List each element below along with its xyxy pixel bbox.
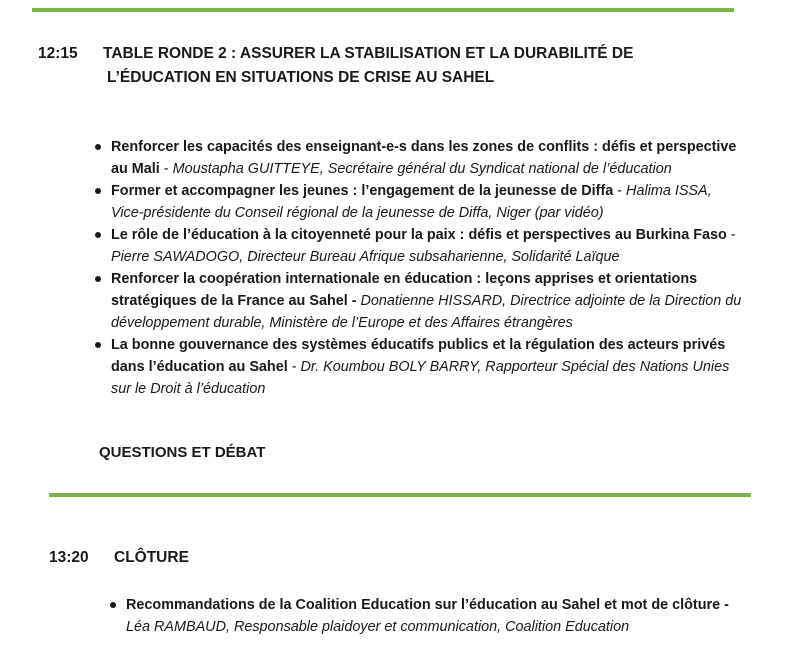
talk-speaker: Moustapha GUITTEYE, Secrétaire général du Syndicat national de l’éducation	[172, 161, 672, 177]
talk-speaker: Donatienne HISSARD, Directrice adjointe de la Direction du développement durable, Ministère de l’Europe et des Affaires étrangères	[111, 293, 742, 331]
talk-speaker: Halima ISSA, Vice-présidente du Conseil régional de la jeunesse de Diffa, Niger (par vidéo)	[111, 183, 712, 221]
talk-title: Le rôle de l’éducation à la citoyenneté pour la paix : défis et perspectives au Burkina Faso	[111, 227, 727, 243]
talk-list-closing	[126, 594, 750, 638]
session-time: 12:15	[38, 45, 78, 62]
list-item	[111, 180, 747, 224]
list-item	[111, 268, 747, 334]
talk-title: Renforcer la coopération internationale en éducation : leçons apprises et orientations stratégiques de la France au Sahel -	[111, 271, 698, 309]
talk-title: La bonne gouvernance des systèmes éducatifs publics et la régulation des acteurs privés dans l’éducation au Sahel	[111, 337, 726, 375]
list-item	[111, 136, 747, 180]
talk-speaker: Pierre SAWADOGO, Directeur Bureau Afrique subsaharienne, Solidarité Laïque	[111, 249, 620, 265]
top-divider	[32, 8, 734, 12]
list-item	[126, 594, 750, 638]
session-title-line-2: L’ÉDUCATION EN SITUATIONS DE CRISE AU SAHEL	[107, 69, 495, 86]
session-time: 13:20	[49, 549, 89, 566]
talk-title: Former et accompagner les jeunes : l’engagement de la jeunesse de Diffa	[111, 183, 614, 199]
separator: -	[287, 359, 301, 375]
separator: -	[613, 183, 627, 199]
list-item	[111, 334, 747, 400]
talk-title: Renforcer les capacités des enseignant-e-s dans les zones de conflits : défis et perspective au Mali	[111, 139, 737, 177]
list-item	[111, 224, 747, 268]
talk-speaker: Léa RAMBAUD, Responsable plaidoyer et communication, Coalition Education	[126, 619, 630, 635]
session-title: CLÔTURE	[114, 549, 189, 566]
section-divider	[49, 493, 751, 497]
separator: -	[726, 227, 736, 243]
separator: -	[159, 161, 173, 177]
talk-title: Recommandations de la Coalition Education sur l’éducation au Sahel et mot de clôture -	[126, 597, 729, 613]
talk-list-table-ronde	[111, 136, 747, 400]
session-title	[103, 42, 633, 90]
talk-speaker: Dr. Koumbou BOLY BARRY, Rapporteur Spécial des Nations Unies sur le Droit à l’éducation	[111, 359, 730, 397]
session-title-line-1: TABLE RONDE 2 : ASSURER LA STABILISATION ET LA DURABILITÉ DE	[103, 45, 634, 62]
questions-debate-heading: QUESTIONS ET DÉBAT	[99, 444, 266, 461]
